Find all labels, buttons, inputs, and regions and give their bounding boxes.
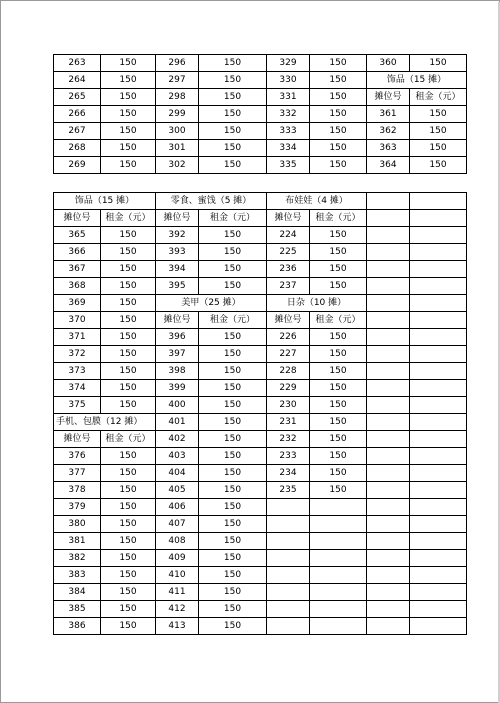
stall-number-cell: 402: [156, 431, 199, 448]
stall-number-cell: 409: [156, 550, 199, 567]
table-cell: 150: [310, 157, 367, 174]
rent-cell: 150: [199, 278, 267, 295]
empty-cell: [410, 210, 467, 227]
empty-cell: [310, 567, 367, 584]
column-header-stall-no: 摊位号: [156, 312, 199, 329]
rent-cell: 150: [199, 227, 267, 244]
empty-cell: [367, 244, 410, 261]
group-header-accessories: 饰品（15 摊）: [54, 193, 156, 210]
empty-cell: [410, 295, 467, 312]
rent-cell: 150: [199, 244, 267, 261]
table-row: [54, 123, 467, 140]
table-cell: 297: [156, 72, 199, 89]
stall-rent-table-bottom: [53, 192, 467, 635]
empty-cell: [367, 380, 410, 397]
stall-number-cell: 226: [267, 329, 310, 346]
stall-rent-table-top: [53, 54, 467, 174]
stall-number-cell: 380: [54, 516, 101, 533]
column-header-stall-no: 摊位号: [267, 312, 310, 329]
table-row: [54, 295, 467, 312]
rent-cell: 150: [310, 482, 367, 499]
table-cell: 265: [54, 89, 101, 106]
stall-number-cell: 235: [267, 482, 310, 499]
table-row: [54, 329, 467, 346]
table-cell: 363: [367, 140, 410, 157]
rent-cell: 150: [101, 550, 156, 567]
table-cell: 150: [101, 89, 156, 106]
column-header-stall-no: 摊位号: [267, 210, 310, 227]
empty-cell: [367, 533, 410, 550]
group-header-daily: 日杂（10 摊）: [267, 295, 367, 312]
stall-number-cell: 378: [54, 482, 101, 499]
table-cell: 360: [367, 55, 410, 72]
empty-cell: [410, 448, 467, 465]
empty-cell: [410, 380, 467, 397]
empty-cell: [410, 261, 467, 278]
stall-number-cell: 405: [156, 482, 199, 499]
rent-cell: 150: [199, 550, 267, 567]
table-cell: 150: [101, 123, 156, 140]
table-cell: 331: [267, 89, 310, 106]
table-row: [54, 584, 467, 601]
rent-cell: 150: [199, 414, 267, 431]
stall-number-cell: 237: [267, 278, 310, 295]
empty-cell: [367, 278, 410, 295]
stall-number-cell: 227: [267, 346, 310, 363]
empty-cell: [367, 448, 410, 465]
table-cell: 150: [310, 89, 367, 106]
stall-number-cell: 395: [156, 278, 199, 295]
table-row: [54, 278, 467, 295]
table-cell: 150: [199, 55, 267, 72]
empty-cell: [310, 533, 367, 550]
stall-rent-table-bottom-body: [54, 193, 467, 635]
empty-cell: [410, 278, 467, 295]
column-header-stall-no: 摊位号: [54, 210, 101, 227]
table-cell: 301: [156, 140, 199, 157]
empty-cell: [310, 618, 367, 635]
stall-number-cell: 400: [156, 397, 199, 414]
table-row: [54, 157, 467, 174]
stall-number-cell: 408: [156, 533, 199, 550]
empty-cell: [267, 584, 310, 601]
stall-number-cell: 224: [267, 227, 310, 244]
table-row: [54, 312, 467, 329]
empty-cell: [367, 261, 410, 278]
table-row: [54, 193, 467, 210]
table-row: [54, 414, 467, 431]
table-row: [54, 346, 467, 363]
empty-cell: [310, 550, 367, 567]
table-row: [54, 397, 467, 414]
stall-number-cell: 370: [54, 312, 101, 329]
empty-cell: [267, 601, 310, 618]
stall-number-cell: 232: [267, 431, 310, 448]
group-header-accessories: 饰品（15 摊）: [367, 72, 467, 89]
rent-cell: 150: [199, 431, 267, 448]
group-header-phones: 手机、包膜（12 摊）: [54, 414, 156, 431]
empty-cell: [410, 601, 467, 618]
rent-cell: 150: [310, 380, 367, 397]
empty-cell: [410, 193, 467, 210]
empty-cell: [410, 482, 467, 499]
rent-cell: 150: [199, 584, 267, 601]
table-cell: 150: [199, 106, 267, 123]
table-cell: 150: [410, 157, 467, 174]
empty-cell: [367, 516, 410, 533]
rent-cell: 150: [199, 482, 267, 499]
stall-number-cell: 396: [156, 329, 199, 346]
stall-number-cell: 231: [267, 414, 310, 431]
table-row: [54, 465, 467, 482]
stall-number-cell: 382: [54, 550, 101, 567]
empty-cell: [367, 329, 410, 346]
stall-number-cell: 365: [54, 227, 101, 244]
empty-cell: [367, 312, 410, 329]
table-cell: 150: [310, 140, 367, 157]
table-row: [54, 380, 467, 397]
rent-cell: 150: [199, 397, 267, 414]
empty-cell: [410, 397, 467, 414]
rent-cell: 150: [101, 346, 156, 363]
empty-cell: [410, 346, 467, 363]
rent-cell: 150: [101, 601, 156, 618]
table-cell: 150: [199, 140, 267, 157]
stall-number-cell: 377: [54, 465, 101, 482]
empty-cell: [267, 550, 310, 567]
empty-cell: [267, 533, 310, 550]
stall-number-cell: 406: [156, 499, 199, 516]
rent-cell: 150: [199, 516, 267, 533]
table-cell: 150: [101, 55, 156, 72]
stall-number-cell: 234: [267, 465, 310, 482]
rent-cell: 150: [199, 618, 267, 635]
empty-cell: [367, 601, 410, 618]
table-cell: 150: [410, 55, 467, 72]
table-cell: 150: [101, 140, 156, 157]
empty-cell: [410, 227, 467, 244]
rent-cell: 150: [310, 414, 367, 431]
empty-cell: [367, 210, 410, 227]
group-header-dolls: 布娃娃（4 摊）: [267, 193, 367, 210]
table-cell: 150: [310, 123, 367, 140]
rent-cell: 150: [101, 261, 156, 278]
empty-cell: [367, 431, 410, 448]
stall-number-cell: 413: [156, 618, 199, 635]
stall-number-cell: 403: [156, 448, 199, 465]
rent-cell: 150: [101, 584, 156, 601]
empty-cell: [367, 346, 410, 363]
column-header-stall-no: 摊位号: [156, 210, 199, 227]
table-cell: 329: [267, 55, 310, 72]
table-cell: 299: [156, 106, 199, 123]
table-row: [54, 618, 467, 635]
table-cell: 摊位号: [367, 89, 410, 106]
table-cell: 150: [101, 157, 156, 174]
table-cell: 263: [54, 55, 101, 72]
empty-cell: [367, 397, 410, 414]
rent-cell: 150: [101, 312, 156, 329]
empty-cell: [367, 482, 410, 499]
table-cell: 150: [310, 55, 367, 72]
table-cell: 150: [199, 89, 267, 106]
table-cell: 269: [54, 157, 101, 174]
stall-number-cell: 372: [54, 346, 101, 363]
rent-cell: 150: [101, 278, 156, 295]
stall-number-cell: 367: [54, 261, 101, 278]
stall-number-cell: 410: [156, 567, 199, 584]
rent-cell: 150: [310, 227, 367, 244]
rent-cell: 150: [199, 448, 267, 465]
rent-cell: 150: [310, 465, 367, 482]
stall-number-cell: 225: [267, 244, 310, 261]
table-row: [54, 261, 467, 278]
table-row: [54, 448, 467, 465]
empty-cell: [367, 227, 410, 244]
column-header-rent: 租金（元）: [310, 210, 367, 227]
rent-cell: 150: [101, 363, 156, 380]
group-header-beauty: 美甲（25 摊）: [156, 295, 267, 312]
rent-cell: 150: [310, 346, 367, 363]
stall-number-cell: 385: [54, 601, 101, 618]
table-row: [54, 227, 467, 244]
rent-cell: 150: [101, 499, 156, 516]
empty-cell: [410, 550, 467, 567]
table-row: [54, 106, 467, 123]
rent-cell: 150: [310, 244, 367, 261]
rent-cell: 150: [310, 278, 367, 295]
rent-cell: 150: [101, 380, 156, 397]
empty-cell: [410, 363, 467, 380]
rent-cell: 150: [199, 261, 267, 278]
rent-cell: 150: [310, 261, 367, 278]
stall-number-cell: 393: [156, 244, 199, 261]
table-row: [54, 567, 467, 584]
stall-number-cell: 394: [156, 261, 199, 278]
stall-number-cell: 381: [54, 533, 101, 550]
empty-cell: [410, 516, 467, 533]
table-row: [54, 55, 467, 72]
empty-cell: [367, 499, 410, 516]
empty-cell: [410, 431, 467, 448]
stall-number-cell: 233: [267, 448, 310, 465]
empty-cell: [367, 618, 410, 635]
table-row: [54, 210, 467, 227]
rent-cell: 150: [310, 397, 367, 414]
table-cell: 364: [367, 157, 410, 174]
rent-cell: 150: [199, 346, 267, 363]
empty-cell: [310, 584, 367, 601]
rent-cell: 150: [101, 618, 156, 635]
empty-cell: [410, 618, 467, 635]
empty-cell: [367, 193, 410, 210]
column-header-rent: 租金（元）: [101, 431, 156, 448]
stall-number-cell: 392: [156, 227, 199, 244]
empty-cell: [410, 312, 467, 329]
table-cell: 266: [54, 106, 101, 123]
table-cell: 300: [156, 123, 199, 140]
rent-cell: 150: [199, 329, 267, 346]
empty-cell: [410, 465, 467, 482]
stall-number-cell: 404: [156, 465, 199, 482]
table-cell: 150: [199, 123, 267, 140]
stall-number-cell: 379: [54, 499, 101, 516]
rent-cell: 150: [101, 448, 156, 465]
stall-number-cell: 376: [54, 448, 101, 465]
column-header-rent: 租金（元）: [199, 312, 267, 329]
stall-number-cell: 373: [54, 363, 101, 380]
rent-cell: 150: [199, 601, 267, 618]
table-cell: 150: [410, 106, 467, 123]
empty-cell: [410, 414, 467, 431]
stall-number-cell: 399: [156, 380, 199, 397]
table-cell: 150: [410, 123, 467, 140]
table-cell: 332: [267, 106, 310, 123]
table-cell: 296: [156, 55, 199, 72]
group-header-snacks: 零食、蜜饯（5 摊）: [156, 193, 267, 210]
rent-cell: 150: [101, 244, 156, 261]
rent-cell: 150: [101, 465, 156, 482]
empty-cell: [267, 567, 310, 584]
rent-cell: 150: [199, 363, 267, 380]
table-cell: 362: [367, 123, 410, 140]
stall-number-cell: 407: [156, 516, 199, 533]
table-row: [54, 533, 467, 550]
rent-cell: 150: [101, 482, 156, 499]
table-row: [54, 363, 467, 380]
empty-cell: [410, 533, 467, 550]
table-cell: 150: [310, 72, 367, 89]
empty-cell: [267, 516, 310, 533]
table-cell: 租金（元）: [410, 89, 467, 106]
stall-number-cell: 401: [156, 414, 199, 431]
table-row: [54, 89, 467, 106]
empty-cell: [367, 414, 410, 431]
rent-cell: 150: [199, 533, 267, 550]
rent-cell: 150: [199, 380, 267, 397]
column-header-rent: 租金（元）: [101, 210, 156, 227]
table-cell: 330: [267, 72, 310, 89]
rent-cell: 150: [101, 295, 156, 312]
table-cell: 268: [54, 140, 101, 157]
table-row: [54, 72, 467, 89]
empty-cell: [267, 499, 310, 516]
stall-number-cell: 386: [54, 618, 101, 635]
stall-number-cell: 411: [156, 584, 199, 601]
rent-cell: 150: [101, 227, 156, 244]
empty-cell: [267, 618, 310, 635]
stall-number-cell: 371: [54, 329, 101, 346]
table-cell: 267: [54, 123, 101, 140]
empty-cell: [310, 516, 367, 533]
stall-number-cell: 236: [267, 261, 310, 278]
stall-number-cell: 397: [156, 346, 199, 363]
stall-number-cell: 384: [54, 584, 101, 601]
stall-number-cell: 228: [267, 363, 310, 380]
table-cell: 361: [367, 106, 410, 123]
empty-cell: [410, 329, 467, 346]
table-row: [54, 516, 467, 533]
stall-rent-table-top-body: [54, 55, 467, 174]
table-cell: 150: [410, 140, 467, 157]
table-row: [54, 499, 467, 516]
column-header-rent: 租金（元）: [310, 312, 367, 329]
stall-number-cell: 368: [54, 278, 101, 295]
empty-cell: [367, 567, 410, 584]
stall-number-cell: 229: [267, 380, 310, 397]
table-row: [54, 140, 467, 157]
column-header-rent: 租金（元）: [199, 210, 267, 227]
rent-cell: 150: [101, 567, 156, 584]
stall-number-cell: 366: [54, 244, 101, 261]
column-header-stall-no: 摊位号: [54, 431, 101, 448]
rent-cell: 150: [199, 567, 267, 584]
table-cell: 150: [199, 72, 267, 89]
empty-cell: [367, 465, 410, 482]
table-cell: 334: [267, 140, 310, 157]
table-cell: 150: [310, 106, 367, 123]
empty-cell: [367, 550, 410, 567]
rent-cell: 150: [101, 329, 156, 346]
empty-cell: [410, 584, 467, 601]
rent-cell: 150: [199, 499, 267, 516]
rent-cell: 150: [310, 363, 367, 380]
table-cell: 298: [156, 89, 199, 106]
empty-cell: [310, 601, 367, 618]
stall-number-cell: 230: [267, 397, 310, 414]
rent-cell: 150: [101, 533, 156, 550]
table-row: [54, 482, 467, 499]
rent-cell: 150: [310, 431, 367, 448]
stall-number-cell: 412: [156, 601, 199, 618]
stall-number-cell: 375: [54, 397, 101, 414]
table-cell: 264: [54, 72, 101, 89]
rent-cell: 150: [199, 465, 267, 482]
empty-cell: [410, 499, 467, 516]
table-cell: 150: [199, 157, 267, 174]
empty-cell: [367, 363, 410, 380]
rent-cell: 150: [310, 448, 367, 465]
table-cell: 333: [267, 123, 310, 140]
table-row: [54, 601, 467, 618]
empty-cell: [310, 499, 367, 516]
table-row: [54, 244, 467, 261]
rent-cell: 150: [101, 516, 156, 533]
stall-number-cell: 383: [54, 567, 101, 584]
empty-cell: [367, 584, 410, 601]
table-cell: 150: [101, 106, 156, 123]
table-cell: 335: [267, 157, 310, 174]
stall-number-cell: 374: [54, 380, 101, 397]
stall-number-cell: 398: [156, 363, 199, 380]
table-cell: 150: [101, 72, 156, 89]
rent-cell: 150: [310, 329, 367, 346]
table-row: [54, 431, 467, 448]
empty-cell: [367, 295, 410, 312]
rent-cell: 150: [101, 397, 156, 414]
empty-cell: [410, 567, 467, 584]
table-cell: 302: [156, 157, 199, 174]
table-row: [54, 550, 467, 567]
stall-number-cell: 369: [54, 295, 101, 312]
empty-cell: [410, 244, 467, 261]
